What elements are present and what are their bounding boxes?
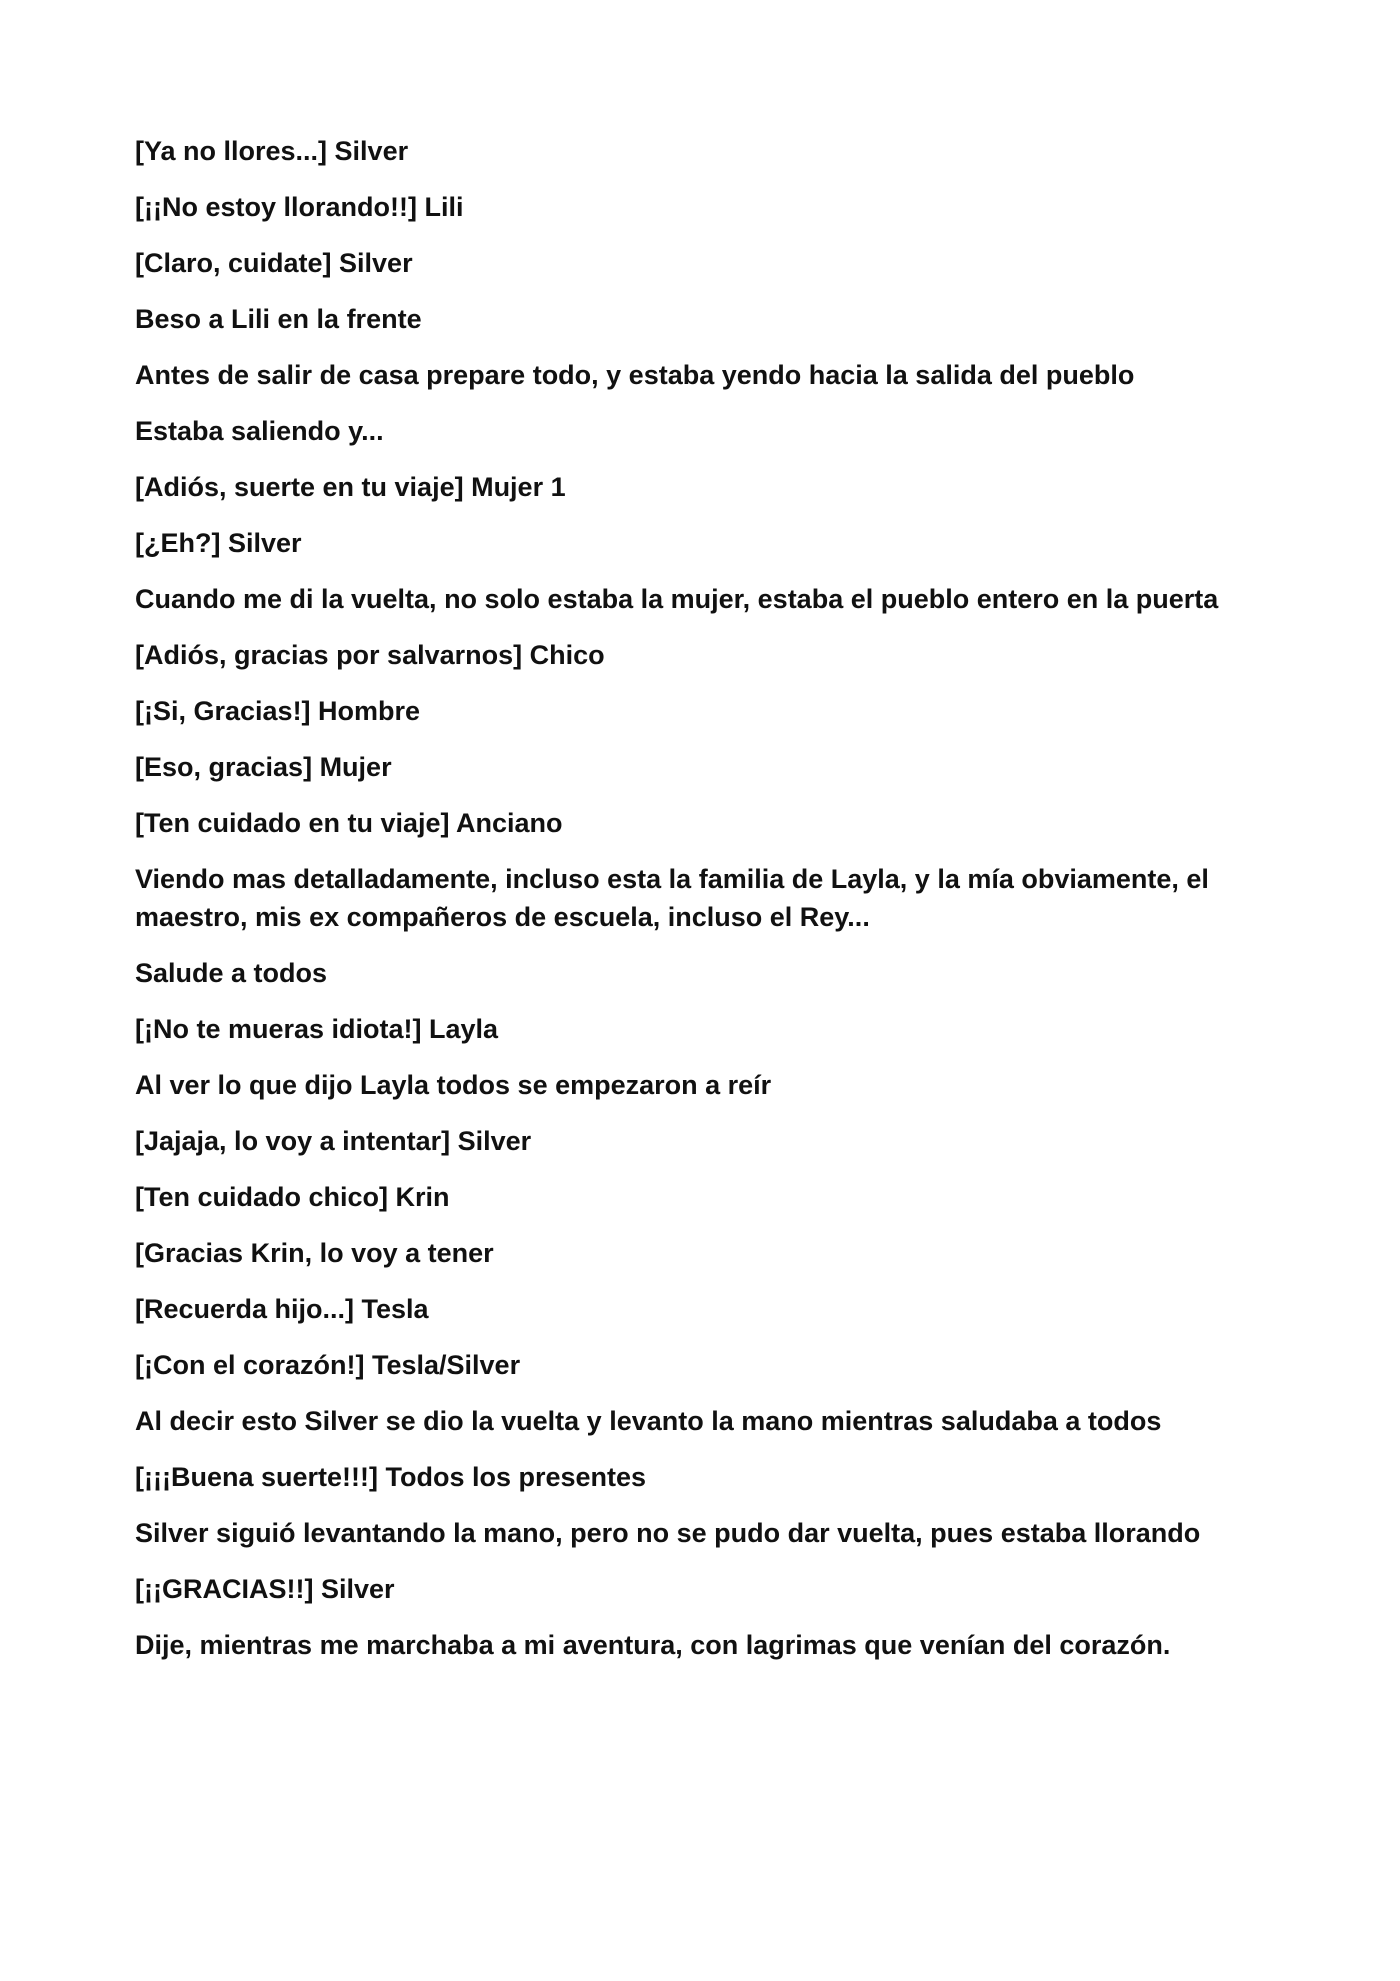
text-line: [¡¡GRACIAS!!] Silver: [135, 1574, 395, 1604]
text-line: Cuando me di la vuelta, no solo estaba la mujer, estaba el pueblo entero en la puerta: [135, 584, 1219, 614]
text-line: [¿Eh?] Silver: [135, 528, 302, 558]
text-line: Viendo mas detalladamente, incluso esta la familia de Layla, y la mía obviamente, el maestro, mis ex compañeros de escuela, incluso el Rey...: [135, 864, 1209, 932]
text-line: Antes de salir de casa prepare todo, y estaba yendo hacia la salida del pueblo: [135, 360, 1135, 390]
text-line: [Ya no llores...] Silver: [135, 136, 409, 166]
text-line: [Eso, gracias] Mujer: [135, 752, 392, 782]
text-line: [¡Con el corazón!] Tesla/Silver: [135, 1350, 521, 1380]
text-line: [Adiós, suerte en tu viaje] Mujer 1: [135, 472, 566, 502]
text-line: Beso a Lili en la frente: [135, 304, 422, 334]
text-line: [¡¡¡Buena suerte!!!] Todos los presentes: [135, 1462, 647, 1492]
text-line: Silver siguió levantando la mano, pero no se pudo dar vuelta, pues estaba llorando: [135, 1518, 1201, 1548]
text-line: [¡Si, Gracias!] Hombre: [135, 696, 421, 726]
text-line: [Recuerda hijo...] Tesla: [135, 1294, 429, 1324]
text-line: [¡¡No estoy llorando!!] Lili: [135, 192, 464, 222]
text-line: [Ten cuidado chico] Krin: [135, 1182, 450, 1212]
text-line: Dije, mientras me marchaba a mi aventura, con lagrimas que venían del corazón.: [135, 1630, 1171, 1660]
text-line: [Jajaja, lo voy a intentar] Silver: [135, 1126, 532, 1156]
text-line: [¡No te mueras idiota!] Layla: [135, 1014, 499, 1044]
text-line: Salude a todos: [135, 958, 328, 988]
text-line: [Gracias Krin, lo voy a tener: [135, 1238, 494, 1268]
text-line: Estaba saliendo y...: [135, 416, 384, 446]
document-body: [135, 132, 1295, 1682]
text-line: [Adiós, gracias por salvarnos] Chico: [135, 640, 605, 670]
text-line: [Claro, cuidate] Silver: [135, 248, 413, 278]
text-line: Al decir esto Silver se dio la vuelta y levanto la mano mientras saludaba a todos: [135, 1406, 1162, 1436]
text-line: Al ver lo que dijo Layla todos se empezaron a reír: [135, 1070, 772, 1100]
text-line: [Ten cuidado en tu viaje] Anciano: [135, 808, 563, 838]
